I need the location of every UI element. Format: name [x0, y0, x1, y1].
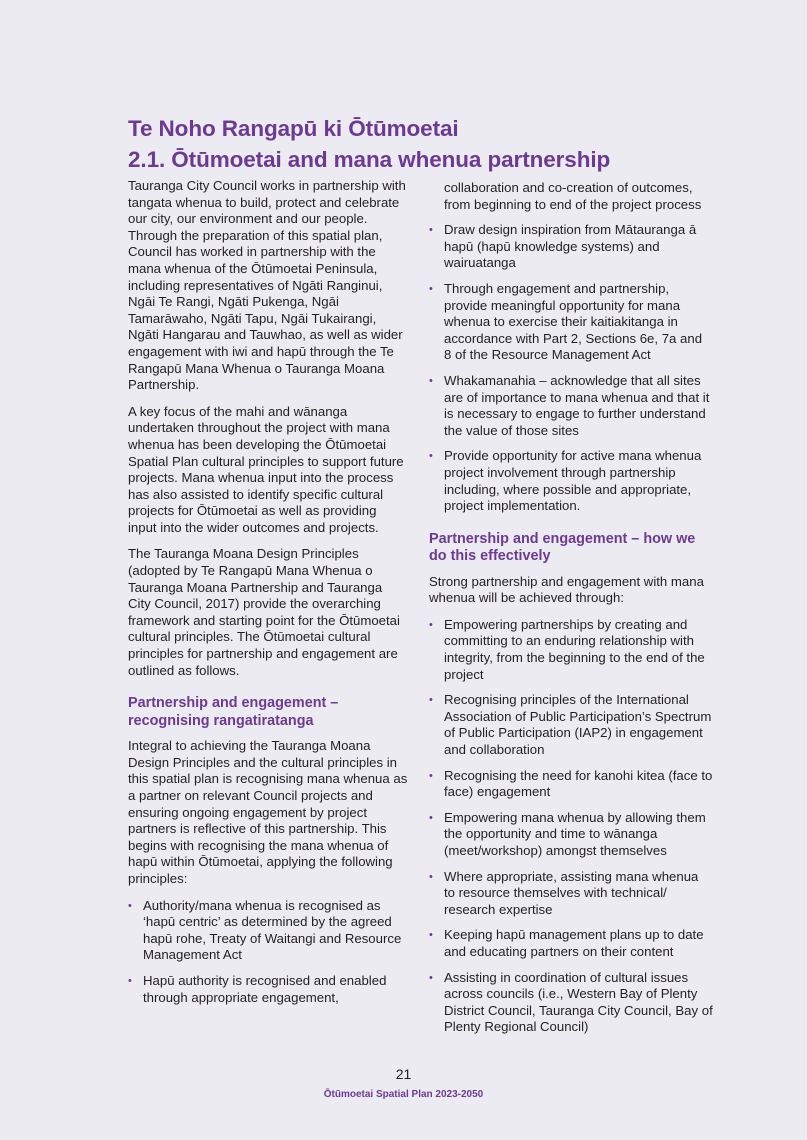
right-column [429, 180, 713, 1045]
bullet-continuation: collaboration and co-creation of outcomes, from beginning to end of the project process [444, 180, 702, 212]
list-item: • Authority/mana whenua is recognised as ‘hapū centric’ as determined by the agreed hapū rohe, Treaty of Waitangi and Resource Management Act [128, 897, 402, 963]
principles-list [128, 898, 408, 1007]
bullet-icon: • [429, 971, 433, 984]
principles-list-continued [429, 222, 713, 515]
bullet-icon: • [429, 224, 433, 237]
subheading-effectively: Partnership and engagement – how we do this effectively [429, 530, 696, 565]
bullet-icon: • [128, 899, 132, 912]
bullet-icon: • [429, 618, 433, 631]
list-item: • Empowering partnerships by creating and committing to an enduring relationship with integrity, from the beginning to the end of the project [429, 616, 705, 682]
bullet-icon: • [429, 282, 433, 295]
list-item: • Provide opportunity for active mana whenua project involvement through partnership including, where possible and appropriate, project implementation. [429, 448, 702, 514]
list-item: • Through engagement and partnership, provide meaningful opportunity for mana whenua to exercise their kaitiakitanga in accordance with Part 2, Sections 6e, 7a and 8 of the Resource Management Act [429, 280, 703, 363]
list-item: • Keeping hapū management plans up to date and educating partners on their content [429, 927, 704, 959]
bullet-icon: • [429, 694, 433, 707]
focus-paragraph: A key focus of the mahi and wānanga undertaken throughout the project with mana whenua has been developing the Ōtūmoetai Spatial Plan cultural principles to support future projects. Mana whenua input into the process has also assisted to identify specific cultural projects for Ōtūmoetai as well as providing input into the wider outcomes and projects. [128, 403, 404, 535]
list-item: • Where appropriate, assisting mana whenua to resource themselves with technical/ research expertise [429, 868, 699, 917]
list-item: • Recognising principles of the International Association of Public Participation’s Spectrum of Public Participation (IAP2) in engagement and collaboration [429, 692, 712, 758]
engagement-list [429, 617, 713, 1036]
list-item: • Hapū authority is recognised and enabled through appropriate engagement, [128, 972, 387, 1005]
list-item: • Whakamanahia – acknowledge that all sites are of importance to mana whenua and that it is necessary to engage to further understand the value of those sites [429, 372, 710, 438]
bullet-icon: • [429, 811, 433, 824]
bullet-icon: • [429, 870, 433, 883]
bullet-icon: • [128, 974, 132, 987]
left-column [128, 178, 408, 1015]
page-title: Te Noho Rangapū ki Ōtūmoetai [128, 116, 459, 141]
list-item: • Empowering mana whenua by allowing them the opportunity and time to wānanga (meet/workshop) amongst themselves [429, 809, 706, 858]
bullet-icon: • [429, 929, 433, 942]
design-principles-paragraph: The Tauranga Moana Design Principles (adopted by Te Rangapū Mana Whenua o Tauranga Moana Partnership and Tauranga City Council, 2017) provide the overarching framework and starting point for the Ōtūmoetai cultural principles. The Ōtūmoetai cultural principles for partnership and engagement are outlined as follows. [128, 546, 400, 678]
bullet-icon: • [429, 450, 433, 463]
strong-partnership-paragraph: Strong partnership and engagement with mana whenua will be achieved through: [429, 573, 704, 606]
section-title: 2.1. Ōtūmoetai and mana whenua partnership [128, 147, 611, 172]
page-number: 21 [395, 1066, 412, 1082]
bullet-icon: • [429, 374, 433, 387]
list-item: • Draw design inspiration from Mātauranga ā hapū (hapū knowledge systems) and wairuatanga [429, 222, 697, 271]
intro-paragraph: Tauranga City Council works in partnership with tangata whenua to build, protect and celebrate our city, our environment and our people. Through the preparation of this spatial plan, Council has worked in partnership with the mana whenua of the Ōtūmoetai Peninsula, including representatives of Ngāti Ranginui, Ngāi Te Rangi, Ngāti Pukenga, Ngāi Tamarāwaho, Ngāti Tapu, Ngāi Tukairangi, Ngāti Hangarau and Tauwhao, as well as wider engagement with iwi and hapū through the Te Rangapū Mana Whenua o Tauranga Moana Partnership. [128, 178, 406, 393]
list-item: • Assisting in coordination of cultural issues across councils (i.e., Western Bay of Plenty District Council, Tauranga City Council, Bay of Plenty Regional Council) [429, 969, 713, 1035]
page-heading [128, 113, 768, 175]
footer-title: Ōtūmoetai Spatial Plan 2023-2050 [323, 1089, 484, 1100]
list-item: • Recognising the need for kanohi kitea (face to face) engagement [429, 767, 713, 800]
bullet-icon: • [429, 769, 433, 782]
integral-paragraph: Integral to achieving the Tauranga Moana Design Principles and the cultural principles in this spatial plan is recognising mana whenua as a partner on relevant Council projects and ensuring ongoing engagement by project partners is reflective of this partnership. This begins with recognising the mana whenua of hapū within Ōtūmoetai, applying the following principles: [128, 738, 408, 886]
subheading-rangatiratanga: Partnership and engagement – recognising rangatiratanga [128, 695, 339, 729]
